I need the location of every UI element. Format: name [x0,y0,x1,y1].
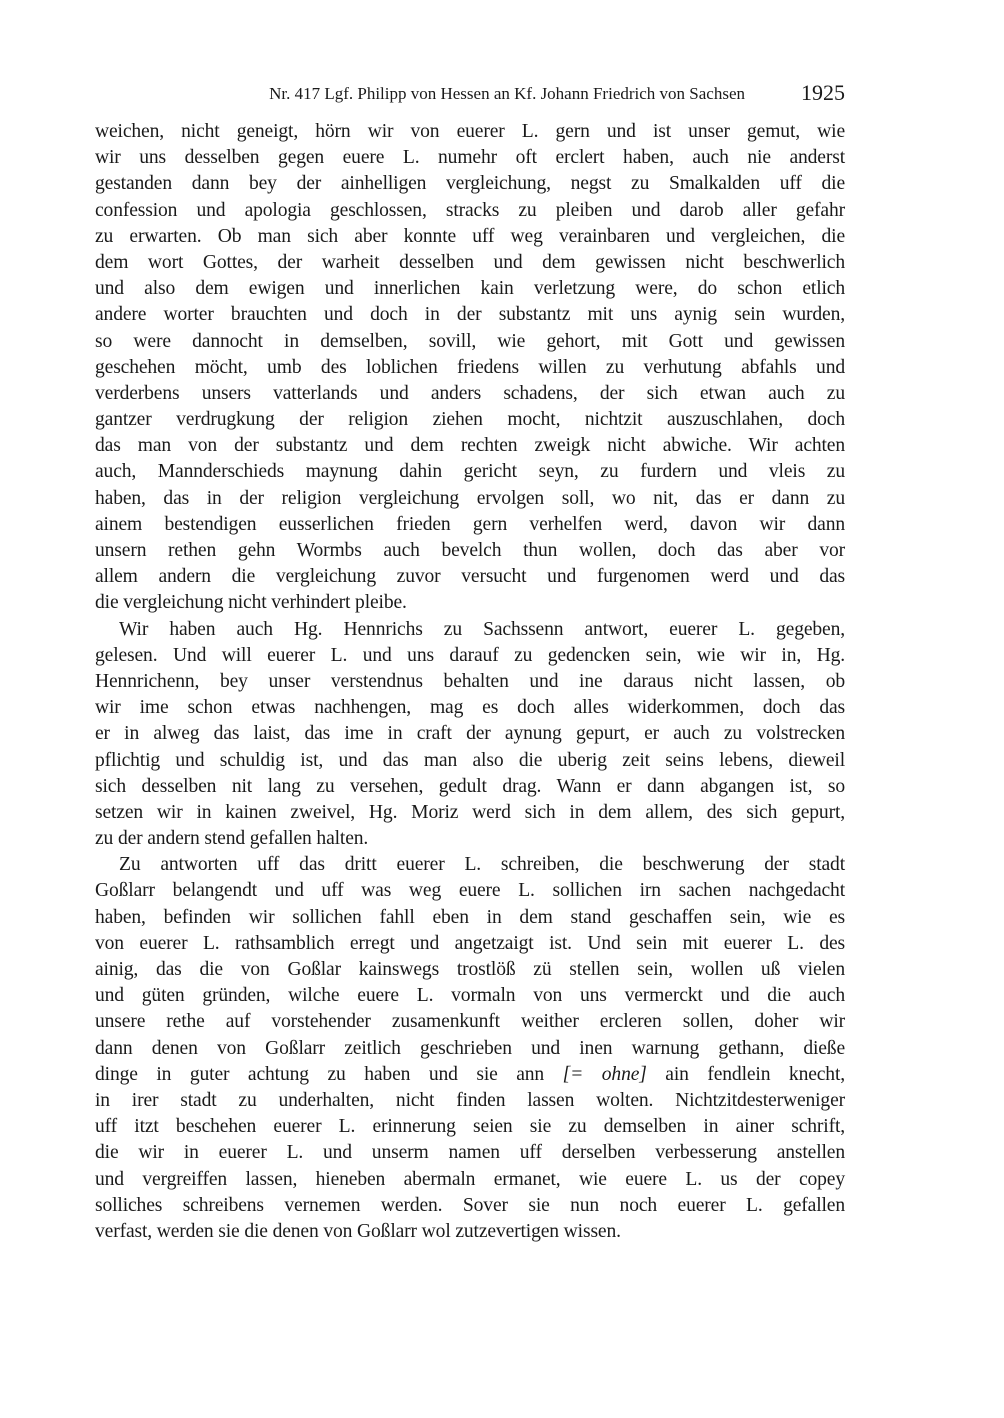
text-line: in irer stadt zu underhalten, nicht finden lassen wolten. Nichtzitdesterweniger [95,1089,845,1111]
text-line: Zu antworten uff das dritt euerer L. schreiben, die beschwerung der stadt [119,854,845,876]
text-line: unsere rethe auf vorstehender zusamenkunft weither ercleren sollen, doher wir [95,1011,845,1033]
text-line: allem andern die vergleichung zuvor versucht und furgenomen werd und das [95,566,845,588]
text-line: Wir haben auch Hg. Hennrichs zu Sachssenn antwort, euerer L. gegeben, [119,618,845,640]
text-line: geschehen möcht, umb des loblichen friedens willen zu verhutung abfahls und [95,356,845,378]
text-line: confession und apologia geschlossen, stracks zu pleiben und darob aller gefahr [95,199,845,221]
text-line: zu der andern stend gefallen halten. [95,828,369,850]
paragraph [95,617,845,853]
text-line: das man von der substantz und dem rechten zweigk nicht abwiche. Wir achten [95,435,845,457]
page-number: 1925 [801,80,845,105]
text-line: haben, befinden wir sollichen fahll eben in dem stand geschaffen sein, wie es [95,906,845,928]
text-line: auch, Mannderschieds maynung dahin gericht seyn, zu furdern und vleis zu [95,461,845,483]
text-line: von euerer L. rathsamblich erregt und angetzaigt ist. Und sein mit euerer L. des [95,932,845,954]
text-line: verderbens unsers vatterlands und anders schadens, der sich etwan auch zu [95,382,845,404]
paragraph [95,852,845,1245]
text-line: setzen wir in kainen zweivel, Hg. Moriz werd sich in dem allem, des sich gepurt, [95,801,845,823]
text-line: dann denen von Goßlarr zeitlich geschrieben und inen warnung gethann, dieße [95,1037,845,1059]
text-line: sich desselben nit lang zu versehen, gedult drag. Wann er dann abgangen ist, so [95,775,845,797]
text-line: ainig, das die von Goßlar kainswegs trostlöß zü stellen sein, wollen uß vielen [95,959,845,980]
text-line: ainem bestendigen eusserlichen frieden gern verhelfen werd, davon wir dann [95,513,845,535]
text-line: und güten gründen, wilche euere L. vormaln von uns vermerckt und die auch [95,985,845,1007]
text-line: haben, das in der religion vergleichung ervolgen soll, wo nit, das er dann zu [95,487,845,509]
text-line: andere worter brauchten und doch in der substantz mit uns aynig sein wurden, [95,304,845,326]
body-text [95,119,845,1245]
text-segment: ain fendlein knecht, [646,1063,845,1085]
text-line: so were dannocht in demselben, sovill, wie gehort, mit Gott und gewissen [95,330,845,352]
text-line: solliches schreibens vernemen werden. Sover sie nun noch euerer L. gefallen [95,1194,845,1216]
text-line: die wir in euerer L. und unserm namen uff derselben verbesserung anstellen [95,1142,845,1164]
text-line: wir uns desselben gegen euere L. numehr oft erclert haben, auch nie anderst [95,147,845,169]
text-segment: dinge in guter achtung zu haben und sie ann [95,1063,563,1085]
text-line: uff itzt beschehen euerer L. erinnerung seien sie zu demselben in ainer schrift, [95,1116,845,1138]
text-line: die vergleichung nicht verhindert pleibe. [95,592,407,614]
text-line: wir ime schon etwas nachhengen, mag es doch alles widerkommen, doch das [95,697,845,719]
text-line: weichen, nicht geneigt, hörn wir von euerer L. gern und ist unser gemut, wie [95,121,845,142]
running-header [95,80,845,108]
running-title: Nr. 417 Lgf. Philipp von Hessen an Kf. Johann Friedrich von Sachsen [269,84,745,103]
text-line: pflichtig und schuldig ist, und das man also die uberig zeit seins lebens, dieweil [95,749,845,771]
paragraph [95,119,845,617]
text-line: er in alweg das laist, das ime in craft der aynung gepurt, er auch zu volstrecken [95,723,845,745]
text-line: dem wort Gottes, der warheit desselben und dem gewissen nicht beschwerlich [95,251,845,273]
text-line: verfast, werden sie die denen von Goßlarr wol zutzevertigen wissen. [95,1220,621,1242]
text-line: zu erwarten. Ob man sich aber konnte uff weg verainbaren und vergleichen, die [95,225,845,247]
text-line: Hennrichenn, bey unser verstendnus behalten und ine daraus nicht lassen, ob [95,670,845,692]
text-line: und also dem ewigen und innerlichen kain verletzung were, do schon etlich [95,278,845,300]
editorial-note: [= ohne] [562,1063,647,1085]
text-line [95,1062,845,1088]
text-line: und vergreiffen lassen, hieneben abermaln ermanet, wie euere L. us der copey [95,1168,845,1190]
text-line: Goßlarr belangendt und uff was weg euere L. sollichen irn sachen nachgedacht [95,880,845,902]
text-line: unsern rethen gehn Wormbs auch bevelch thun wollen, doch das aber vor [95,540,845,561]
text-line: gantzer verdrugkung der religion ziehen mocht, nichtzit auszuschlahen, doch [95,409,845,431]
text-line: gelesen. Und will euerer L. und uns darauf zu gedencken sein, wie wir in, Hg. [95,644,845,666]
text-line: gestanden dann bey der ainhelligen vergleichung, negst zu Smalkalden uff die [95,173,845,195]
